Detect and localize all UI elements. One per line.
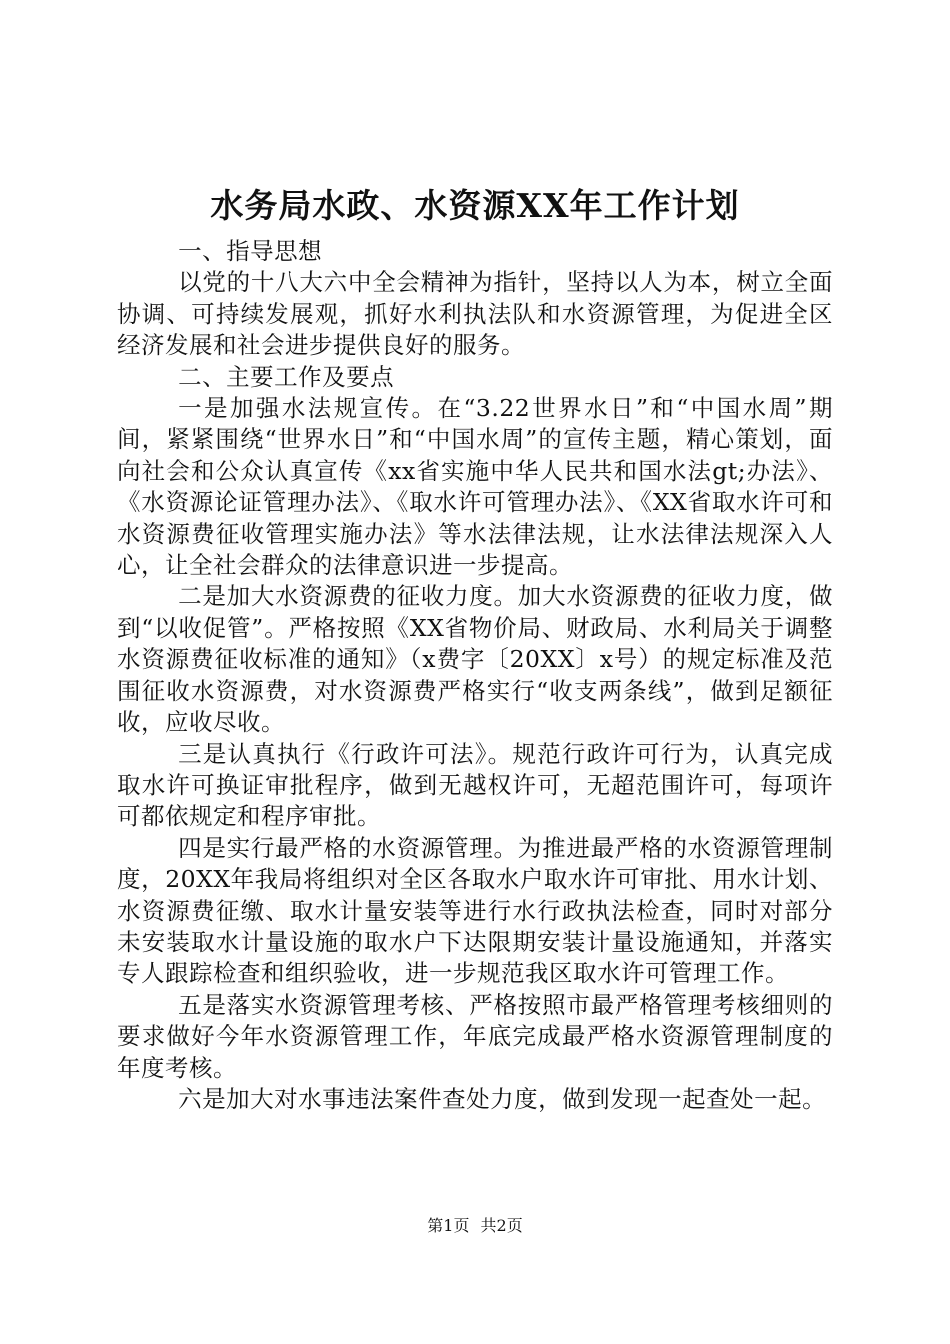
document-title: 水务局水政、水资源XX年工作计划	[210, 186, 740, 225]
document-body	[117, 236, 833, 1115]
paragraph-item-1: 一是加强水法规宣传。在“3.22世界水日”和“中国水周”期间，紧紧围绕“世界水日”和“中国水周”的宣传主题，精心策划，面向社会和公众认真宣传《xx省实施中华人民共和国水法gt;办法》、《水资源论证管理办法》、《取水许可管理办法》、《XX省取水许可和水资源费征收管理实施办法》等水法律法规，让水法律法规深入人心，让全社会群众的法律意识进一步提高。	[117, 394, 833, 580]
page-total: 共2页	[480, 1216, 523, 1235]
paragraph-item-3: 三是认真执行《行政许可法》。规范行政许可行为，认真完成取水许可换证审批程序，做到无越权许可，无超范围许可，每项许可都依规定和程序审批。	[117, 739, 833, 831]
paragraph-item-6: 六是加大对水事违法案件查处力度，做到发现一起查处一起。	[178, 1084, 827, 1113]
section-heading-main-work: 二、主要工作及要点	[178, 362, 395, 391]
page-footer	[0, 1214, 950, 1238]
section-heading-guiding-thought: 一、指导思想	[178, 237, 323, 265]
page-number: 第1页	[427, 1216, 470, 1235]
paragraph-guiding-thought: 以党的十八大六中全会精神为指针，坚持以人为本，树立全面协调、可持续发展观，抓好水利执法队和水资源管理，为促进全区经济发展和社会进步提供良好的服务。	[117, 268, 833, 360]
paragraph-item-4: 四是实行最严格的水资源管理。为推进最严格的水资源管理制度，20XX年我局将组织对全区各取水户取水许可审批、用水计划、水资源费征缴、取水计量安装等进行水行政执法检查，同时对部分未安装取水计量设施的取水户下达限期安装计量设施通知，并落实专人跟踪检查和组织验收，进一步规范我区取水许可管理工作。	[117, 833, 833, 988]
paragraph-item-2: 二是加大水资源费的征收力度。加大水资源费的征收力度，做到“以收促管”。严格按照《XX省物价局、财政局、水利局关于调整水资源费征收标准的通知》（x费字〔20XX〕x号）的规定标准及范围征收水资源费，对水资源费严格实行“收支两条线”，做到足额征收，应收尽收。	[117, 582, 833, 737]
paragraph-item-5: 五是落实水资源管理考核、严格按照市最严格管理考核细则的要求做好今年水资源管理工作，年底完成最严格水资源管理制度的年度考核。	[117, 990, 833, 1082]
